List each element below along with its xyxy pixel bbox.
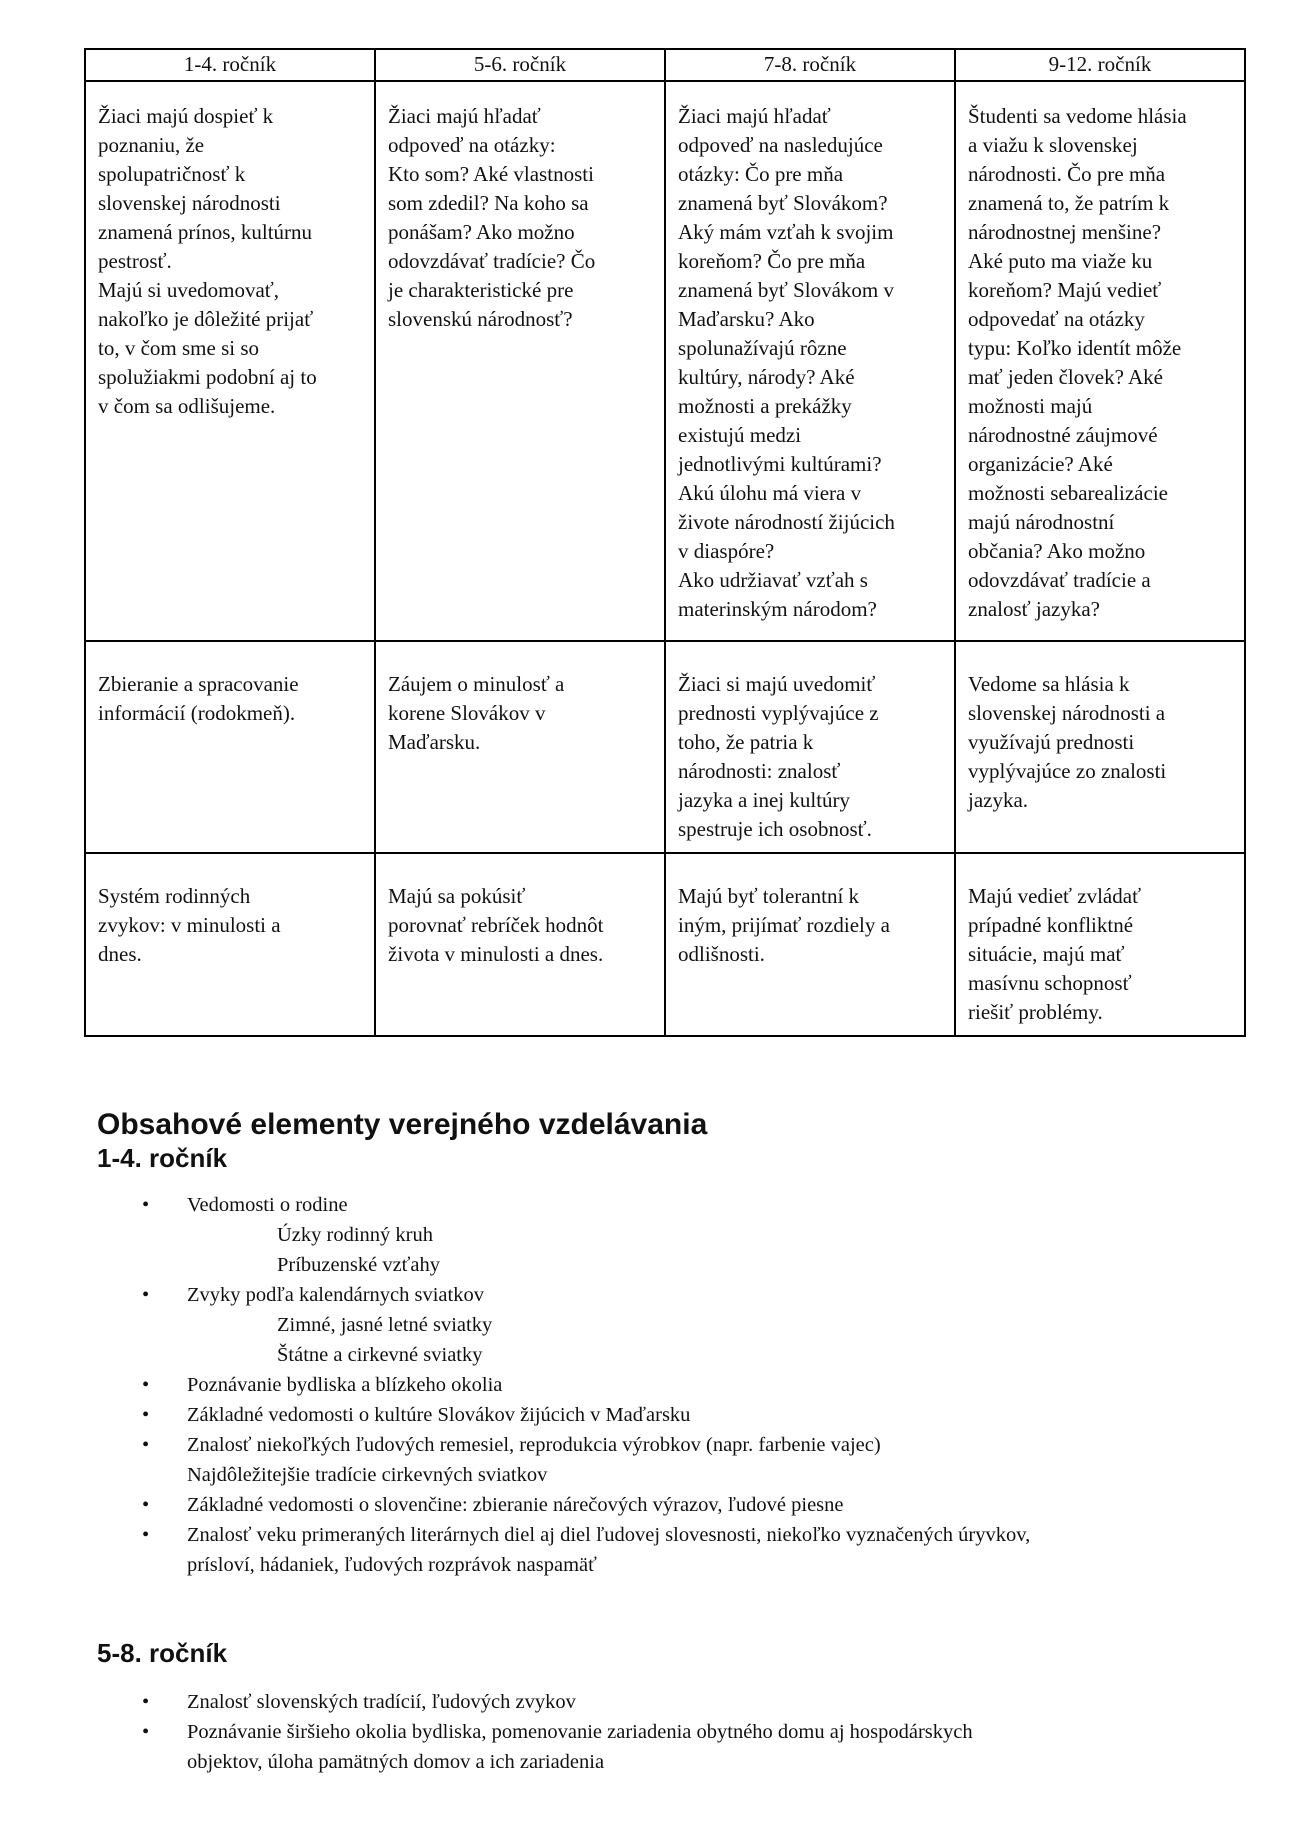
list-item (97, 1280, 1301, 1370)
content-section (97, 1108, 1301, 1580)
list-item (97, 1430, 1301, 1490)
column-header: 9-12. ročník (955, 49, 1245, 81)
item-text: Základné vedomosti o kultúre Slovákov žijúcich v Maďarsku (187, 1404, 691, 1426)
item-continuation: objektov, úloha pamätných domov a ich zariadenia (187, 1751, 605, 1773)
item-text: Vedomosti o rodine (187, 1194, 348, 1216)
sub-item: Úzky rodinný kruh (277, 1224, 434, 1246)
cell-text: Majú sa pokúsiť porovnať rebríček hodnôt života v minulosti a dnes. (388, 884, 604, 966)
table-row (85, 81, 1245, 641)
table-cell (955, 641, 1245, 853)
cell-text: Majú vedieť zvládať prípadné konfliktné situácie, majú mať masívnu schopnosť riešiť problémy. (968, 884, 1142, 1024)
sub-item: Štátne a cirkevné sviatky (277, 1344, 483, 1366)
grade-heading: 5-8. ročník (97, 1638, 228, 1668)
cell-text: Majú byť tolerantní k iným, prijímať rozdiely a odlišnosti. (678, 884, 890, 966)
cell-text: Systém rodinných zvykov: v minulosti a dnes. (98, 884, 281, 966)
cell-text: Vedome sa hlásia k slovenskej národnosti a využívajú prednosti vyplývajúce zo znalosti jazyka. (968, 672, 1167, 812)
content-section (97, 1637, 1301, 1777)
cell-text: Žiaci majú hľadať odpoveď na otázky: Kto som? Aké vlastnosti som zdedil? Na koho sa ponášam? Ako možno odovzdávať tradície? Čo je charakteristické pre slovenskú národnosť? (388, 104, 596, 331)
item-text: Znalosť veku primeraných literárnych diel aj diel ľudovej slovesnosti, niekoľko vyznačených úryvkov, (187, 1524, 1031, 1546)
table-cell (85, 81, 375, 641)
item-continuation: Najdôležitejšie tradície cirkevných sviatkov (187, 1464, 548, 1486)
bullet-icon: • (142, 1284, 150, 1306)
table-cell (375, 641, 665, 853)
item-text: Poznávanie bydliska a blízkeho okolia (187, 1374, 503, 1396)
table-cell (85, 853, 375, 1036)
list-item (97, 1520, 1301, 1580)
cell-text: Žiaci majú dospieť k poznaniu, že spolupatričnosť k slovenskej národnosti znamená prínos, kultúrnu pestrosť. Majú si uvedomovať, nakoľko je dôležité prijať to, v čom sme si so spolužiakmi podobní aj to v čom sa odlišujeme. (98, 104, 317, 418)
table-cell (955, 81, 1245, 641)
table-header-row (85, 49, 1245, 81)
column-header: 5-6. ročník (375, 49, 665, 81)
bullet-icon: • (142, 1434, 150, 1456)
list-item (97, 1717, 1301, 1777)
grade-heading: 1-4. ročník (97, 1143, 228, 1173)
bullet-icon: • (142, 1374, 150, 1396)
table-row (85, 641, 1245, 853)
sub-item: Príbuzenské vzťahy (277, 1254, 441, 1276)
sub-item: Zimné, jasné letné sviatky (277, 1314, 493, 1336)
cell-text: Žiaci si majú uvedomiť prednosti vyplývajúce z toho, že patria k národnosti: znalosť jazyka a inej kultúry spestruje ich osobnosť. (678, 672, 879, 841)
cell-text: Zbieranie a spracovanie informácií (rodokmeň). (98, 672, 299, 725)
item-text: Základné vedomosti o slovenčine: zbieranie nárečových výrazov, ľudové piesne (187, 1494, 844, 1516)
bullet-icon: • (142, 1494, 150, 1516)
item-text: Zvyky podľa kalendárnych sviatkov (187, 1284, 484, 1306)
table-cell (665, 81, 955, 641)
table-cell (665, 641, 955, 853)
list-item (97, 1190, 1301, 1280)
column-header: 7-8. ročník (665, 49, 955, 81)
cell-text: Záujem o minulosť a korene Slovákov v Maďarsku. (388, 672, 565, 754)
item-continuation: prísloví, hádaniek, ľudových rozprávok naspamäť (187, 1554, 597, 1576)
bullet-icon: • (142, 1194, 150, 1216)
bullet-list (97, 1190, 1301, 1580)
bullet-icon: • (142, 1691, 150, 1713)
list-item (97, 1687, 1301, 1717)
item-text: Poznávanie širšieho okolia bydliska, pomenovanie zariadenia obytného domu aj hospodárskych (187, 1721, 973, 1743)
list-item (97, 1370, 1301, 1400)
cell-text: Žiaci majú hľadať odpoveď na nasledujúce otázky: Čo pre mňa znamená byť Slovákom? Aký mám vzťah k svojim koreňom? Čo pre mňa znamená byť Slovákom v Maďarsku? Ako spolunažívajú rôzne kultúry, národy? Aké možnosti a prekážky existujú medzi jednotlivými kultúrami? Akú úlohu má viera v živote národností žijúcich v diaspóre? Ako udržiavať vzťah s materinským národom? (678, 104, 895, 621)
cell-text: Študenti sa vedome hlásia a viažu k slovenskej národnosti. Čo pre mňa znamená to, že patrím k národnostnej menšine? Aké puto ma viaže ku koreňom? Majú vedieť odpovedať na otázky typu: Koľko identít môže mať jeden človek? Aké možnosti majú národnostné záujmové organizácie? Aké možnosti sebarealizácie majú národnostní občania? Ako možno odovzdávať tradície a znalosť jazyka? (968, 104, 1187, 621)
item-text: Znalosť niekoľkých ľudových remesiel, reprodukcia výrobkov (napr. farbenie vajec) (187, 1434, 881, 1456)
table-cell (955, 853, 1245, 1036)
item-text: Znalosť slovenských tradícií, ľudových zvykov (187, 1691, 576, 1713)
bullet-list (97, 1687, 1301, 1777)
list-item (97, 1490, 1301, 1520)
bullet-icon: • (142, 1404, 150, 1426)
bullet-icon: • (142, 1524, 150, 1546)
curriculum-table (84, 48, 1246, 1037)
table-cell (375, 81, 665, 641)
table-cell (665, 853, 955, 1036)
table-cell (375, 853, 665, 1036)
table-cell (85, 641, 375, 853)
column-header: 1-4. ročník (85, 49, 375, 81)
table-row (85, 853, 1245, 1036)
list-item (97, 1400, 1301, 1430)
bullet-icon: • (142, 1721, 150, 1743)
section-title: Obsahové elementy verejného vzdelávania (97, 1108, 708, 1141)
